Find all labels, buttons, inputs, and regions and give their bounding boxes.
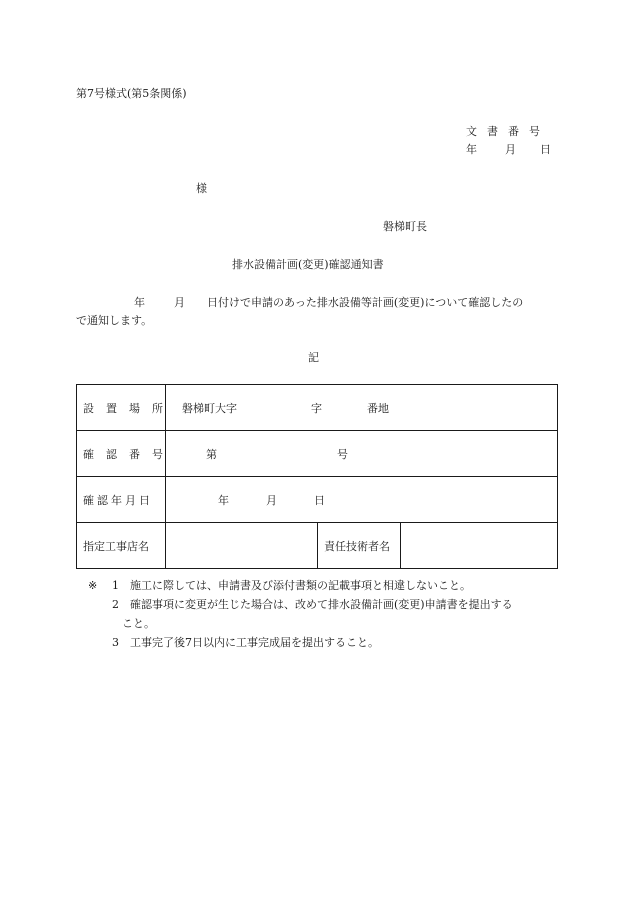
body-month: 月 [174, 296, 185, 309]
contractor-value-cell [166, 523, 318, 569]
contractor-label: 指定工事店名 [83, 539, 149, 553]
location-value-cell [166, 385, 558, 431]
location-banchi: 番地 [367, 401, 389, 415]
table-row [77, 477, 558, 523]
note-text: 工事完了後7日以内に工事完成届を提出すること。 [130, 636, 379, 649]
location-label-cell [77, 385, 175, 431]
table-row [77, 523, 558, 569]
table-row [77, 431, 558, 477]
note-number: 1 [112, 579, 119, 592]
confirm-number-label: 確認番号 [83, 447, 175, 461]
form-id: 第7号様式(第5条関係) [76, 87, 187, 100]
date-month: 月 [505, 143, 516, 156]
confirm-number-dai: 第 [206, 447, 217, 461]
note-text: 確認事項に変更が生じた場合は、改めて排水設備計画(変更)申請書を提出する [130, 598, 513, 611]
document-title: 排水設備計画(変更)確認通知書 [232, 258, 384, 271]
date-line [466, 141, 558, 155]
confirm-number-value-cell [166, 431, 558, 477]
note-mark: ※ [88, 579, 98, 592]
note-number: 3 [112, 636, 119, 649]
table-row [77, 385, 558, 431]
details-table [76, 384, 558, 569]
body-line1: 日付けで申請のあった排水設備等計画(変更)について確認したの [207, 296, 524, 309]
confirm-date-year: 年 [218, 493, 229, 507]
engineer-label-cell [318, 523, 401, 569]
confirm-date-label: 確認年月日 [83, 493, 153, 507]
confirm-number-label-cell [77, 431, 175, 477]
document-number-label: 文書番号 [466, 125, 550, 138]
body-line2: で通知します。 [76, 314, 153, 327]
confirm-number-go: 号 [337, 447, 348, 461]
confirm-date-month: 月 [266, 493, 277, 507]
note-text: 施工に際しては、申請書及び添付書類の記載事項と相違しないこと。 [130, 579, 471, 592]
note-text: こと。 [122, 617, 155, 630]
issuer: 磐梯町長 [383, 220, 427, 233]
engineer-value-cell [401, 523, 558, 569]
date-day: 日 [540, 143, 551, 156]
recipient-suffix: 様 [196, 182, 207, 195]
location-label: 設置場所 [83, 401, 175, 415]
date-year: 年 [466, 143, 477, 156]
engineer-label: 責任技術者名 [324, 539, 390, 553]
location-aza: 字 [311, 401, 322, 415]
body-year: 年 [134, 296, 145, 309]
location-prefix: 磐梯町大字 [182, 401, 237, 415]
confirm-date-day: 日 [314, 493, 325, 507]
confirm-date-label-cell [77, 477, 166, 523]
contractor-label-cell [77, 523, 166, 569]
body-text [76, 294, 556, 330]
note-number: 2 [112, 598, 119, 611]
confirm-date-value-cell [166, 477, 558, 523]
ki-heading: 記 [308, 351, 319, 364]
